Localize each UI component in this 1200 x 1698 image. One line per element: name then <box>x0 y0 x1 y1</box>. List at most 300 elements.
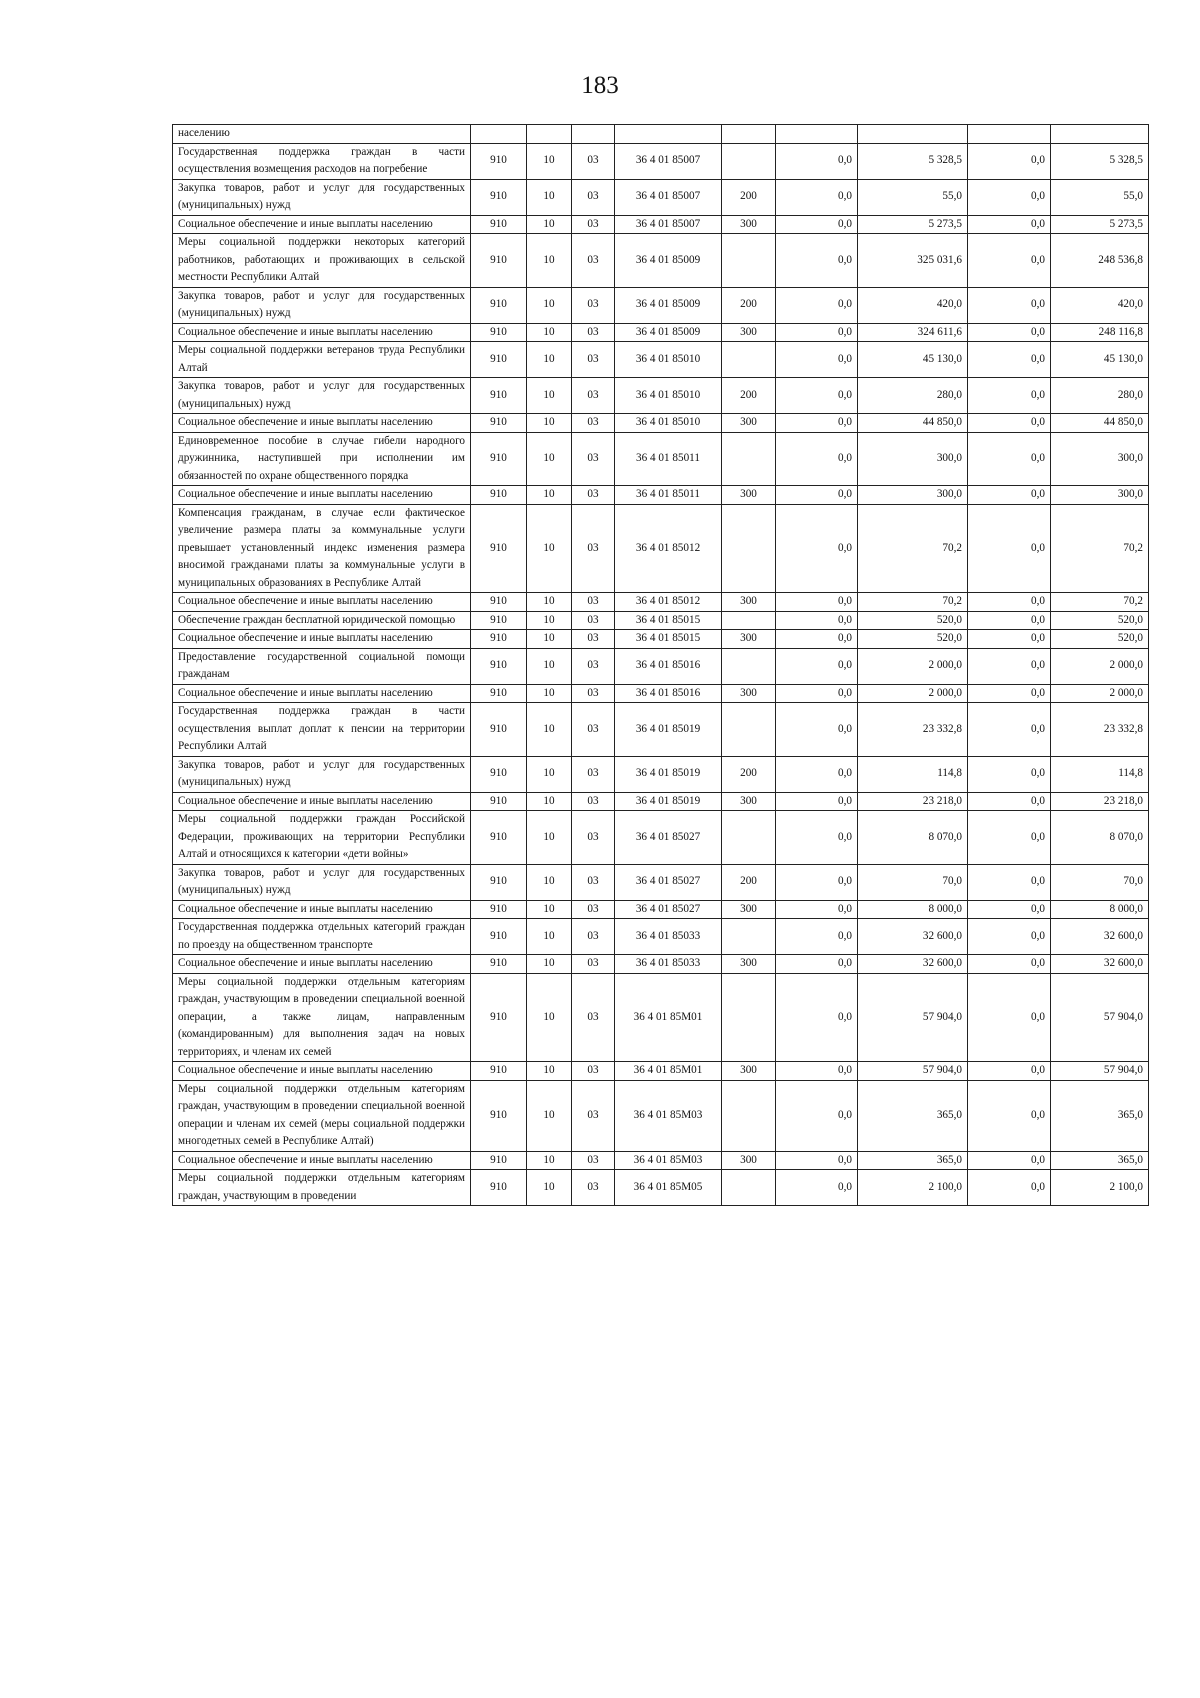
cell-target-code: 36 4 01 85009 <box>615 323 722 342</box>
cell-subsection: 03 <box>572 792 615 811</box>
cell-value-3: 0,0 <box>968 1062 1051 1081</box>
cell-target-code: 36 4 01 85010 <box>615 342 722 378</box>
cell-expense-type: 300 <box>722 630 776 649</box>
cell-name: Государственная поддержка отдельных категорий граждан по проезду на общественном транспорте <box>173 919 471 955</box>
cell-value-1: 0,0 <box>776 432 858 486</box>
cell-subsection: 03 <box>572 864 615 900</box>
cell-ministry-code: 910 <box>471 504 527 593</box>
cell-value-2: 70,2 <box>858 504 968 593</box>
cell-name: Меры социальной поддержки ветеранов труда Республики Алтай <box>173 342 471 378</box>
cell-target-code: 36 4 01 85019 <box>615 756 722 792</box>
cell-ministry-code: 910 <box>471 215 527 234</box>
cell-value-1: 0,0 <box>776 215 858 234</box>
cell-value-1: 0,0 <box>776 792 858 811</box>
table-row <box>173 648 1149 684</box>
cell-value-3: 0,0 <box>968 864 1051 900</box>
cell-value-1: 0,0 <box>776 955 858 974</box>
cell-value-3: 0,0 <box>968 323 1051 342</box>
cell-target-code: 36 4 01 85007 <box>615 179 722 215</box>
cell-subsection <box>572 125 615 144</box>
cell-expense-type <box>722 611 776 630</box>
cell-expense-type <box>722 432 776 486</box>
cell-value-2: 44 850,0 <box>858 414 968 433</box>
table-row <box>173 1080 1149 1151</box>
cell-ministry-code: 910 <box>471 179 527 215</box>
cell-subsection: 03 <box>572 432 615 486</box>
cell-value-1: 0,0 <box>776 919 858 955</box>
cell-value-2: 2 000,0 <box>858 648 968 684</box>
table-row <box>173 432 1149 486</box>
cell-name: Социальное обеспечение и иные выплаты населению <box>173 1062 471 1081</box>
cell-value-1: 0,0 <box>776 811 858 865</box>
cell-value-4: 5 273,5 <box>1051 215 1149 234</box>
cell-value-1: 0,0 <box>776 703 858 757</box>
table-row <box>173 504 1149 593</box>
cell-expense-type <box>722 143 776 179</box>
cell-subsection: 03 <box>572 486 615 505</box>
cell-expense-type <box>722 504 776 593</box>
table-row <box>173 900 1149 919</box>
cell-expense-type <box>722 811 776 865</box>
cell-value-1: 0,0 <box>776 973 858 1062</box>
cell-target-code: 36 4 01 85М03 <box>615 1080 722 1151</box>
cell-section: 10 <box>527 342 572 378</box>
cell-section: 10 <box>527 919 572 955</box>
cell-section: 10 <box>527 504 572 593</box>
cell-value-3: 0,0 <box>968 811 1051 865</box>
cell-value-1: 0,0 <box>776 630 858 649</box>
cell-ministry-code: 910 <box>471 342 527 378</box>
cell-value-4: 5 328,5 <box>1051 143 1149 179</box>
cell-value-1: 0,0 <box>776 593 858 612</box>
cell-name: Компенсация гражданам, в случае если фактическое увеличение размера платы за коммунальные услуги превышает установленный индекс изменения размера вносимой гражданами платы за коммунальные услуги в муниципальных образованиях в Республике Алтай <box>173 504 471 593</box>
cell-value-1: 0,0 <box>776 611 858 630</box>
cell-expense-type: 200 <box>722 756 776 792</box>
cell-section: 10 <box>527 684 572 703</box>
cell-subsection: 03 <box>572 1080 615 1151</box>
cell-expense-type: 300 <box>722 323 776 342</box>
cell-name: Закупка товаров, работ и услуг для государственных (муниципальных) нужд <box>173 287 471 323</box>
table-row <box>173 684 1149 703</box>
cell-value-4: 300,0 <box>1051 486 1149 505</box>
cell-ministry-code: 910 <box>471 630 527 649</box>
cell-value-4: 2 100,0 <box>1051 1170 1149 1206</box>
table-row <box>173 811 1149 865</box>
table-row <box>173 378 1149 414</box>
cell-target-code: 36 4 01 85019 <box>615 792 722 811</box>
cell-target-code: 36 4 01 85007 <box>615 215 722 234</box>
cell-expense-type: 300 <box>722 593 776 612</box>
cell-expense-type <box>722 919 776 955</box>
cell-value-4: 248 116,8 <box>1051 323 1149 342</box>
cell-name: Социальное обеспечение и иные выплаты населению <box>173 323 471 342</box>
cell-value-4: 365,0 <box>1051 1080 1149 1151</box>
cell-name: Социальное обеспечение и иные выплаты населению <box>173 593 471 612</box>
cell-target-code: 36 4 01 85011 <box>615 432 722 486</box>
cell-section: 10 <box>527 648 572 684</box>
cell-subsection: 03 <box>572 648 615 684</box>
cell-ministry-code: 910 <box>471 593 527 612</box>
cell-ministry-code: 910 <box>471 919 527 955</box>
cell-ministry-code: 910 <box>471 648 527 684</box>
cell-target-code: 36 4 01 85016 <box>615 648 722 684</box>
cell-subsection: 03 <box>572 414 615 433</box>
cell-value-1: 0,0 <box>776 234 858 288</box>
cell-value-1: 0,0 <box>776 756 858 792</box>
table-row <box>173 342 1149 378</box>
cell-target-code: 36 4 01 85019 <box>615 703 722 757</box>
cell-value-3: 0,0 <box>968 486 1051 505</box>
cell-value-3: 0,0 <box>968 648 1051 684</box>
cell-value-1: 0,0 <box>776 414 858 433</box>
cell-target-code <box>615 125 722 144</box>
cell-target-code: 36 4 01 85027 <box>615 864 722 900</box>
cell-value-4: 114,8 <box>1051 756 1149 792</box>
cell-section: 10 <box>527 756 572 792</box>
cell-value-4 <box>1051 125 1149 144</box>
cell-ministry-code: 910 <box>471 792 527 811</box>
cell-value-4: 55,0 <box>1051 179 1149 215</box>
cell-ministry-code: 910 <box>471 703 527 757</box>
cell-section: 10 <box>527 955 572 974</box>
cell-subsection: 03 <box>572 504 615 593</box>
cell-value-2: 55,0 <box>858 179 968 215</box>
cell-name: Закупка товаров, работ и услуг для государственных (муниципальных) нужд <box>173 179 471 215</box>
cell-expense-type: 300 <box>722 684 776 703</box>
table-body <box>173 125 1149 1206</box>
cell-name: Социальное обеспечение и иные выплаты населению <box>173 630 471 649</box>
cell-name: Социальное обеспечение и иные выплаты населению <box>173 215 471 234</box>
cell-section: 10 <box>527 792 572 811</box>
table-row <box>173 756 1149 792</box>
cell-expense-type: 200 <box>722 864 776 900</box>
cell-value-3: 0,0 <box>968 1080 1051 1151</box>
cell-value-3: 0,0 <box>968 342 1051 378</box>
cell-value-4: 8 070,0 <box>1051 811 1149 865</box>
cell-name: Меры социальной поддержки отдельным категориям граждан, участвующим в проведении специальной военной операции и членам их семей (меры социальной поддержки многодетных семей в Республике Алтай) <box>173 1080 471 1151</box>
cell-subsection: 03 <box>572 684 615 703</box>
cell-value-3: 0,0 <box>968 414 1051 433</box>
table-row <box>173 864 1149 900</box>
cell-value-2: 114,8 <box>858 756 968 792</box>
cell-value-2: 70,2 <box>858 593 968 612</box>
cell-value-3: 0,0 <box>968 287 1051 323</box>
cell-value-1 <box>776 125 858 144</box>
cell-ministry-code: 910 <box>471 486 527 505</box>
cell-value-4: 57 904,0 <box>1051 1062 1149 1081</box>
cell-value-3 <box>968 125 1051 144</box>
cell-name: Социальное обеспечение и иные выплаты населению <box>173 900 471 919</box>
cell-subsection: 03 <box>572 342 615 378</box>
cell-section: 10 <box>527 432 572 486</box>
cell-value-2: 2 100,0 <box>858 1170 968 1206</box>
cell-value-1: 0,0 <box>776 287 858 323</box>
cell-target-code: 36 4 01 85010 <box>615 414 722 433</box>
cell-name: Меры социальной поддержки граждан Российской Федерации, проживающих на территории Республики Алтай и относящихся к категории «дети войны» <box>173 811 471 865</box>
cell-target-code: 36 4 01 85033 <box>615 919 722 955</box>
cell-subsection: 03 <box>572 919 615 955</box>
cell-value-1: 0,0 <box>776 900 858 919</box>
cell-value-1: 0,0 <box>776 504 858 593</box>
cell-value-3: 0,0 <box>968 900 1051 919</box>
cell-value-2: 8 070,0 <box>858 811 968 865</box>
cell-subsection: 03 <box>572 703 615 757</box>
cell-name: Закупка товаров, работ и услуг для государственных (муниципальных) нужд <box>173 756 471 792</box>
cell-value-1: 0,0 <box>776 378 858 414</box>
cell-value-3: 0,0 <box>968 432 1051 486</box>
cell-target-code: 36 4 01 85015 <box>615 611 722 630</box>
cell-subsection: 03 <box>572 287 615 323</box>
cell-value-3: 0,0 <box>968 955 1051 974</box>
table-row <box>173 234 1149 288</box>
cell-ministry-code: 910 <box>471 143 527 179</box>
cell-subsection: 03 <box>572 323 615 342</box>
cell-value-1: 0,0 <box>776 143 858 179</box>
cell-section: 10 <box>527 323 572 342</box>
cell-section <box>527 125 572 144</box>
cell-value-1: 0,0 <box>776 864 858 900</box>
cell-section: 10 <box>527 234 572 288</box>
cell-expense-type: 300 <box>722 955 776 974</box>
cell-ministry-code: 910 <box>471 234 527 288</box>
table-row <box>173 1170 1149 1206</box>
cell-subsection: 03 <box>572 234 615 288</box>
cell-target-code: 36 4 01 85М05 <box>615 1170 722 1206</box>
cell-value-4: 45 130,0 <box>1051 342 1149 378</box>
cell-value-1: 0,0 <box>776 684 858 703</box>
table-row <box>173 179 1149 215</box>
cell-value-3: 0,0 <box>968 504 1051 593</box>
cell-target-code: 36 4 01 85027 <box>615 900 722 919</box>
cell-ministry-code: 910 <box>471 973 527 1062</box>
cell-value-2: 420,0 <box>858 287 968 323</box>
cell-value-3: 0,0 <box>968 1151 1051 1170</box>
cell-subsection: 03 <box>572 630 615 649</box>
table-row <box>173 287 1149 323</box>
cell-value-4: 32 600,0 <box>1051 919 1149 955</box>
cell-target-code: 36 4 01 85012 <box>615 593 722 612</box>
cell-section: 10 <box>527 900 572 919</box>
cell-value-3: 0,0 <box>968 179 1051 215</box>
cell-value-4: 57 904,0 <box>1051 973 1149 1062</box>
cell-section: 10 <box>527 973 572 1062</box>
cell-expense-type: 300 <box>722 900 776 919</box>
table-row <box>173 593 1149 612</box>
cell-target-code: 36 4 01 85012 <box>615 504 722 593</box>
cell-ministry-code: 910 <box>471 378 527 414</box>
cell-value-2: 23 218,0 <box>858 792 968 811</box>
cell-value-3: 0,0 <box>968 630 1051 649</box>
cell-section: 10 <box>527 593 572 612</box>
cell-name: Обеспечение граждан бесплатной юридической помощью <box>173 611 471 630</box>
cell-value-4: 23 218,0 <box>1051 792 1149 811</box>
cell-expense-type: 200 <box>722 378 776 414</box>
cell-ministry-code: 910 <box>471 900 527 919</box>
table-row <box>173 486 1149 505</box>
cell-target-code: 36 4 01 85027 <box>615 811 722 865</box>
cell-value-1: 0,0 <box>776 486 858 505</box>
cell-name: Социальное обеспечение и иные выплаты населению <box>173 684 471 703</box>
cell-name: Социальное обеспечение и иные выплаты населению <box>173 486 471 505</box>
cell-value-2: 280,0 <box>858 378 968 414</box>
cell-name: Социальное обеспечение и иные выплаты населению <box>173 1151 471 1170</box>
cell-value-3: 0,0 <box>968 611 1051 630</box>
cell-expense-type <box>722 1080 776 1151</box>
cell-expense-type: 200 <box>722 179 776 215</box>
cell-value-2: 57 904,0 <box>858 1062 968 1081</box>
cell-subsection: 03 <box>572 900 615 919</box>
cell-expense-type <box>722 973 776 1062</box>
cell-expense-type <box>722 342 776 378</box>
cell-value-3: 0,0 <box>968 234 1051 288</box>
cell-value-4: 520,0 <box>1051 630 1149 649</box>
cell-value-2: 2 000,0 <box>858 684 968 703</box>
cell-subsection: 03 <box>572 215 615 234</box>
cell-section: 10 <box>527 486 572 505</box>
cell-name: Государственная поддержка граждан в части осуществления возмещения расходов на погребение <box>173 143 471 179</box>
cell-target-code: 36 4 01 85009 <box>615 234 722 288</box>
cell-target-code: 36 4 01 85007 <box>615 143 722 179</box>
cell-expense-type: 300 <box>722 486 776 505</box>
cell-name: Меры социальной поддержки отдельным категориям граждан, участвующим в проведении специальной военной операции, а также лицам, направленным (командированным) для выполнения задач на новых территориях, и членам их семей <box>173 973 471 1062</box>
cell-name: Социальное обеспечение и иные выплаты населению <box>173 955 471 974</box>
cell-value-4: 300,0 <box>1051 432 1149 486</box>
cell-name: Предоставление государственной социальной помощи гражданам <box>173 648 471 684</box>
cell-name: Государственная поддержка граждан в части осуществления выплат доплат к пенсии на территории Республики Алтай <box>173 703 471 757</box>
cell-value-2: 325 031,6 <box>858 234 968 288</box>
cell-value-4: 248 536,8 <box>1051 234 1149 288</box>
cell-expense-type <box>722 1170 776 1206</box>
cell-section: 10 <box>527 414 572 433</box>
cell-value-4: 520,0 <box>1051 611 1149 630</box>
cell-value-4: 2 000,0 <box>1051 648 1149 684</box>
cell-value-3: 0,0 <box>968 792 1051 811</box>
cell-expense-type: 300 <box>722 1062 776 1081</box>
cell-value-2: 520,0 <box>858 630 968 649</box>
cell-subsection: 03 <box>572 811 615 865</box>
cell-name: Закупка товаров, работ и услуг для государственных (муниципальных) нужд <box>173 378 471 414</box>
cell-value-3: 0,0 <box>968 973 1051 1062</box>
cell-value-2: 23 332,8 <box>858 703 968 757</box>
cell-value-1: 0,0 <box>776 342 858 378</box>
cell-name: Единовременное пособие в случае гибели народного дружинника, наступившей при исполнении им обязанностей по охране общественного порядка <box>173 432 471 486</box>
cell-subsection: 03 <box>572 1170 615 1206</box>
cell-value-2: 365,0 <box>858 1080 968 1151</box>
cell-value-2: 70,0 <box>858 864 968 900</box>
cell-expense-type <box>722 125 776 144</box>
cell-value-4: 420,0 <box>1051 287 1149 323</box>
cell-value-4: 70,0 <box>1051 864 1149 900</box>
cell-value-4: 44 850,0 <box>1051 414 1149 433</box>
cell-expense-type <box>722 703 776 757</box>
cell-ministry-code: 910 <box>471 684 527 703</box>
cell-value-3: 0,0 <box>968 756 1051 792</box>
cell-value-2: 5 328,5 <box>858 143 968 179</box>
cell-target-code: 36 4 01 85015 <box>615 630 722 649</box>
cell-value-1: 0,0 <box>776 1170 858 1206</box>
cell-value-2: 8 000,0 <box>858 900 968 919</box>
cell-section: 10 <box>527 378 572 414</box>
table-row <box>173 414 1149 433</box>
table-row <box>173 143 1149 179</box>
cell-section: 10 <box>527 143 572 179</box>
table-row <box>173 919 1149 955</box>
cell-ministry-code: 910 <box>471 864 527 900</box>
cell-value-4: 365,0 <box>1051 1151 1149 1170</box>
cell-value-2: 32 600,0 <box>858 919 968 955</box>
cell-value-2: 365,0 <box>858 1151 968 1170</box>
cell-section: 10 <box>527 703 572 757</box>
cell-section: 10 <box>527 1062 572 1081</box>
cell-value-2: 324 611,6 <box>858 323 968 342</box>
cell-subsection: 03 <box>572 143 615 179</box>
table-row <box>173 125 1149 144</box>
cell-target-code: 36 4 01 85011 <box>615 486 722 505</box>
cell-section: 10 <box>527 864 572 900</box>
cell-value-3: 0,0 <box>968 593 1051 612</box>
cell-ministry-code: 910 <box>471 611 527 630</box>
cell-ministry-code: 910 <box>471 287 527 323</box>
cell-ministry-code: 910 <box>471 756 527 792</box>
cell-value-4: 70,2 <box>1051 504 1149 593</box>
cell-ministry-code: 910 <box>471 955 527 974</box>
cell-name: Социальное обеспечение и иные выплаты населению <box>173 414 471 433</box>
table-row <box>173 792 1149 811</box>
cell-subsection: 03 <box>572 593 615 612</box>
cell-expense-type: 300 <box>722 215 776 234</box>
cell-ministry-code: 910 <box>471 811 527 865</box>
cell-section: 10 <box>527 179 572 215</box>
cell-value-3: 0,0 <box>968 919 1051 955</box>
cell-value-2: 32 600,0 <box>858 955 968 974</box>
table-row <box>173 630 1149 649</box>
cell-ministry-code: 910 <box>471 1080 527 1151</box>
cell-value-3: 0,0 <box>968 684 1051 703</box>
cell-value-1: 0,0 <box>776 648 858 684</box>
cell-section: 10 <box>527 630 572 649</box>
cell-value-2: 300,0 <box>858 432 968 486</box>
cell-value-4: 32 600,0 <box>1051 955 1149 974</box>
cell-subsection: 03 <box>572 1151 615 1170</box>
cell-ministry-code: 910 <box>471 323 527 342</box>
cell-value-3: 0,0 <box>968 703 1051 757</box>
table-row <box>173 323 1149 342</box>
cell-target-code: 36 4 01 85033 <box>615 955 722 974</box>
cell-subsection: 03 <box>572 1062 615 1081</box>
cell-section: 10 <box>527 611 572 630</box>
cell-expense-type <box>722 648 776 684</box>
budget-table <box>172 124 1149 1206</box>
cell-target-code: 36 4 01 85010 <box>615 378 722 414</box>
cell-expense-type: 200 <box>722 287 776 323</box>
table-row <box>173 973 1149 1062</box>
cell-target-code: 36 4 01 85М01 <box>615 1062 722 1081</box>
cell-value-1: 0,0 <box>776 1080 858 1151</box>
cell-name: Закупка товаров, работ и услуг для государственных (муниципальных) нужд <box>173 864 471 900</box>
cell-value-3: 0,0 <box>968 215 1051 234</box>
cell-section: 10 <box>527 1170 572 1206</box>
cell-name: Социальное обеспечение и иные выплаты населению <box>173 792 471 811</box>
cell-section: 10 <box>527 1080 572 1151</box>
cell-expense-type: 300 <box>722 414 776 433</box>
page-number: 183 <box>581 72 619 99</box>
cell-value-2: 300,0 <box>858 486 968 505</box>
cell-subsection: 03 <box>572 378 615 414</box>
table-row <box>173 611 1149 630</box>
cell-section: 10 <box>527 215 572 234</box>
cell-value-3: 0,0 <box>968 378 1051 414</box>
cell-value-2 <box>858 125 968 144</box>
